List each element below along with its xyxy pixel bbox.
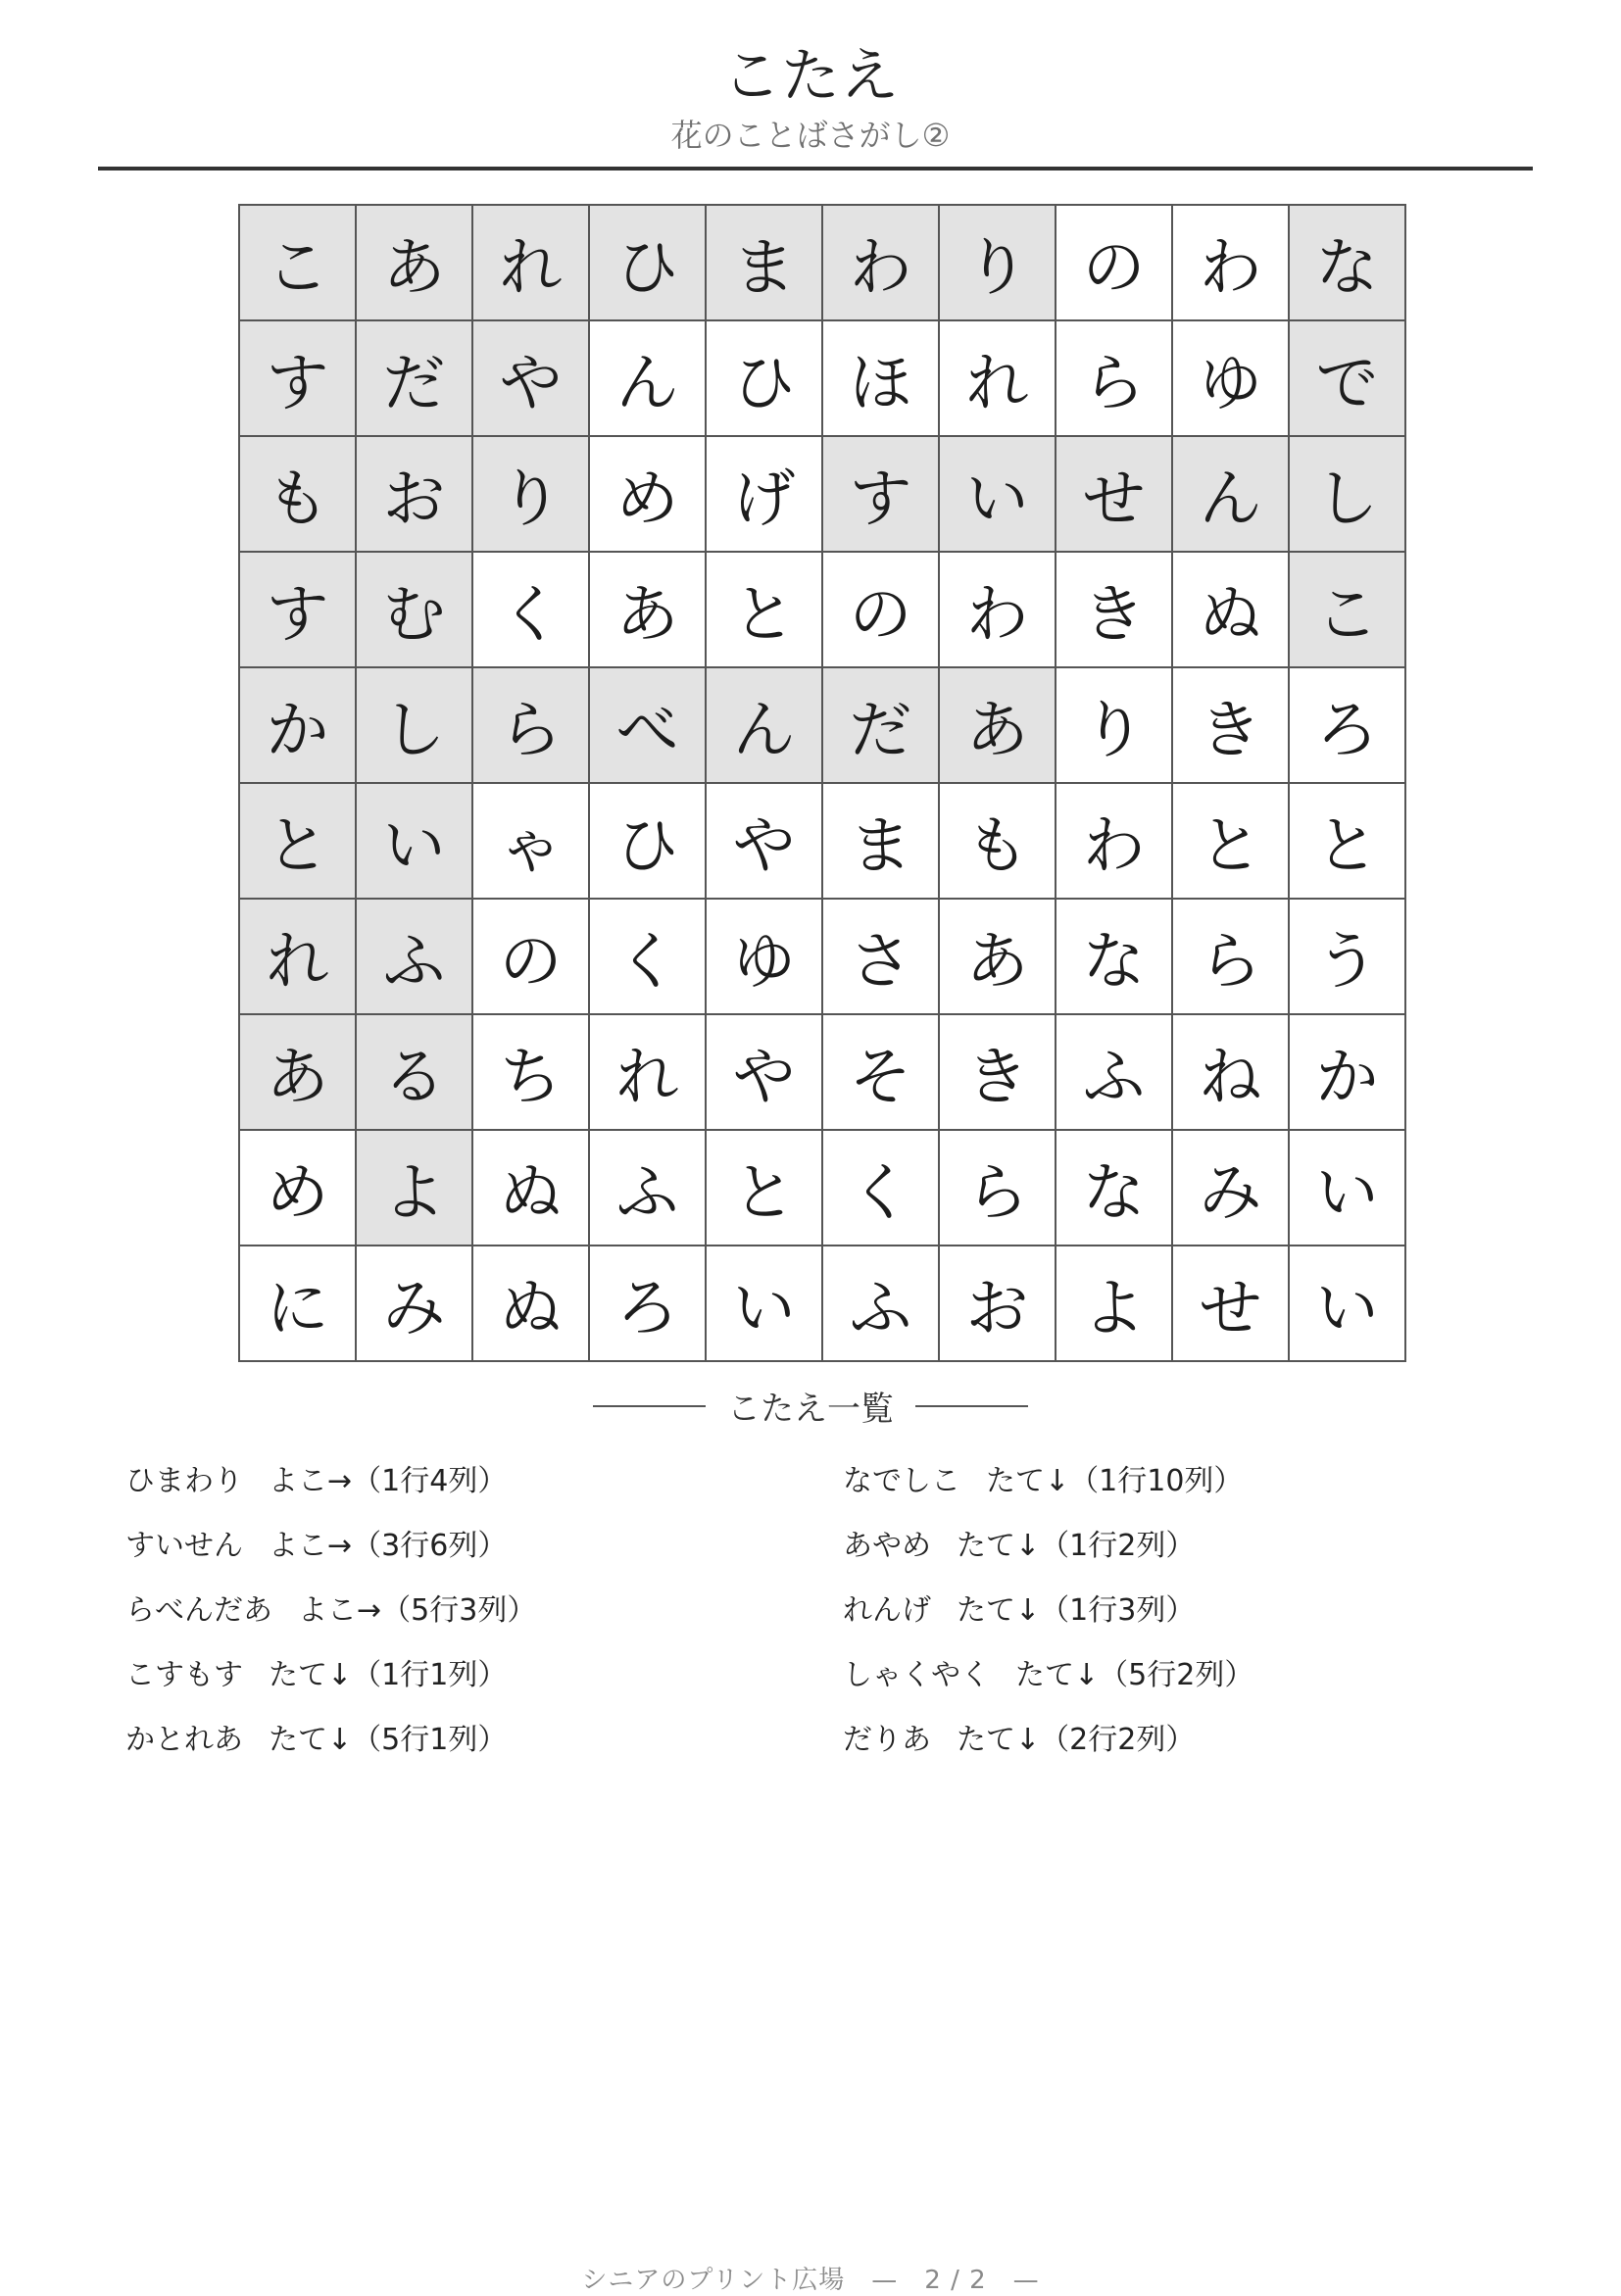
answer-word: だりあ <box>843 1723 931 1757</box>
grid-cell: わ <box>822 205 939 320</box>
grid-cell: し <box>356 667 472 783</box>
answer-direction: たて↓ <box>1015 1658 1100 1692</box>
grid-cell: ひ <box>706 320 822 436</box>
grid-cell: き <box>939 1014 1056 1130</box>
grid-cell: り <box>1056 667 1172 783</box>
grid-row <box>239 205 1405 320</box>
grid-cell: く <box>822 1130 939 1246</box>
answer-direction: たて↓ <box>957 1723 1041 1757</box>
grid-cell: や <box>706 783 822 899</box>
grid-cell: ふ <box>356 899 472 1014</box>
grid-cell: せ <box>1172 1246 1289 1361</box>
answer-direction: たて↓ <box>986 1464 1070 1498</box>
grid-cell: れ <box>939 320 1056 436</box>
page-title: こたえ <box>722 42 899 111</box>
grid-cell: あ <box>939 899 1056 1014</box>
answer-position: （1行4列） <box>352 1464 508 1498</box>
grid-row <box>239 899 1405 1014</box>
grid-cell: で <box>1289 320 1405 436</box>
grid-cell: す <box>822 436 939 552</box>
grid-cell: お <box>356 436 472 552</box>
grid-cell: み <box>1172 1130 1289 1246</box>
answer-word: しゃくやく <box>843 1658 990 1692</box>
answer-list-right <box>843 1462 1253 1785</box>
grid-cell: こ <box>1289 552 1405 667</box>
grid-row <box>239 1014 1405 1130</box>
grid-cell: と <box>1289 783 1405 899</box>
grid-cell: げ <box>706 436 822 552</box>
grid-row <box>239 552 1405 667</box>
answer-position: （2行2列） <box>1040 1723 1196 1757</box>
answer-item <box>125 1721 536 1785</box>
answer-direction: たて↓ <box>269 1723 353 1757</box>
answer-word: あやめ <box>843 1529 931 1563</box>
grid-row <box>239 320 1405 436</box>
grid-cell: み <box>356 1246 472 1361</box>
grid-cell: ゆ <box>1172 320 1289 436</box>
grid-cell: や <box>472 320 589 436</box>
answer-item <box>125 1462 536 1527</box>
grid-cell: ぬ <box>1172 552 1289 667</box>
grid-cell: い <box>1289 1130 1405 1246</box>
grid-cell: く <box>589 899 706 1014</box>
grid-cell: の <box>1056 205 1172 320</box>
grid-cell: こ <box>239 205 356 320</box>
grid-cell: あ <box>939 667 1056 783</box>
grid-row <box>239 667 1405 783</box>
grid-cell: れ <box>472 205 589 320</box>
answer-word: かとれあ <box>125 1723 243 1757</box>
grid-cell: や <box>706 1014 822 1130</box>
grid-cell: ま <box>822 783 939 899</box>
answer-item <box>125 1527 536 1591</box>
grid-cell: あ <box>356 205 472 320</box>
grid-cell: ら <box>939 1130 1056 1246</box>
answer-item <box>125 1656 536 1721</box>
grid-cell: の <box>822 552 939 667</box>
answer-item <box>843 1656 1253 1721</box>
answer-direction: よこ→ <box>298 1593 382 1628</box>
answer-item <box>843 1462 1253 1527</box>
answer-item <box>843 1527 1253 1591</box>
grid-cell: か <box>239 667 356 783</box>
grid-cell: わ <box>939 552 1056 667</box>
footer-page-number: — 2 / 2 — <box>871 2266 1040 2295</box>
answer-item <box>843 1721 1253 1785</box>
grid-cell: ふ <box>1056 1014 1172 1130</box>
grid-cell: ね <box>1172 1014 1289 1130</box>
grid-cell: せ <box>1056 436 1172 552</box>
divider-line <box>593 1405 706 1407</box>
grid-cell: め <box>239 1130 356 1246</box>
answer-direction: たて↓ <box>957 1593 1041 1628</box>
grid-cell: す <box>239 552 356 667</box>
grid-cell: べ <box>589 667 706 783</box>
grid-cell: な <box>1289 205 1405 320</box>
answer-direction: たて↓ <box>269 1658 353 1692</box>
answer-word: こすもす <box>125 1658 243 1692</box>
answer-direction: たて↓ <box>957 1529 1041 1563</box>
grid-cell: ま <box>706 205 822 320</box>
grid-cell: だ <box>822 667 939 783</box>
grid-cell: お <box>939 1246 1056 1361</box>
grid-cell: い <box>356 783 472 899</box>
answer-position: （3行6列） <box>352 1529 508 1563</box>
answer-word: すいせん <box>125 1529 243 1563</box>
grid-cell: き <box>1172 667 1289 783</box>
answer-item <box>843 1591 1253 1656</box>
grid-cell: か <box>1289 1014 1405 1130</box>
answer-position: （1行3列） <box>1040 1593 1196 1628</box>
grid-cell: ゃ <box>472 783 589 899</box>
grid-cell: す <box>239 320 356 436</box>
grid-cell: う <box>1289 899 1405 1014</box>
answer-word: なでしこ <box>843 1464 960 1498</box>
grid-cell: い <box>706 1246 822 1361</box>
grid-cell: め <box>589 436 706 552</box>
grid-cell: ふ <box>589 1130 706 1246</box>
grid-cell: わ <box>1056 783 1172 899</box>
grid-cell: く <box>472 552 589 667</box>
grid-cell: る <box>356 1014 472 1130</box>
grid-cell: ん <box>706 667 822 783</box>
answer-position: （1行1列） <box>352 1658 508 1692</box>
answer-direction: よこ→ <box>269 1464 353 1498</box>
grid-cell: と <box>706 1130 822 1246</box>
grid-cell: れ <box>239 899 356 1014</box>
grid-cell: ん <box>1172 436 1289 552</box>
answer-position: （1行2列） <box>1040 1529 1196 1563</box>
grid-cell: の <box>472 899 589 1014</box>
grid-cell: も <box>239 436 356 552</box>
grid-cell: よ <box>356 1130 472 1246</box>
answer-word: らべんだあ <box>125 1593 272 1628</box>
grid-cell: ろ <box>589 1246 706 1361</box>
answer-direction: よこ→ <box>269 1529 353 1563</box>
grid-cell: ら <box>472 667 589 783</box>
divider-line <box>915 1405 1028 1407</box>
header-rule <box>98 167 1533 171</box>
grid-cell: し <box>1289 436 1405 552</box>
grid-row <box>239 783 1405 899</box>
grid-row <box>239 1246 1405 1361</box>
grid-cell: ひ <box>589 205 706 320</box>
grid-cell: さ <box>822 899 939 1014</box>
grid-cell: と <box>239 783 356 899</box>
grid-cell: ひ <box>589 783 706 899</box>
answer-position: （1行10列） <box>1069 1464 1244 1498</box>
grid-cell: に <box>239 1246 356 1361</box>
grid-cell: い <box>1289 1246 1405 1361</box>
grid-cell: む <box>356 552 472 667</box>
answer-word: れんげ <box>843 1593 931 1628</box>
grid-cell: だ <box>356 320 472 436</box>
grid-cell: ほ <box>822 320 939 436</box>
grid-cell: ふ <box>822 1246 939 1361</box>
grid-cell: ゆ <box>706 899 822 1014</box>
page-subtitle: 花のことばさがし② <box>670 117 951 154</box>
grid-cell: れ <box>589 1014 706 1130</box>
grid-row <box>239 436 1405 552</box>
grid-cell: ん <box>589 320 706 436</box>
grid-cell: ぬ <box>472 1246 589 1361</box>
answer-list-left <box>125 1462 536 1785</box>
grid-cell: よ <box>1056 1246 1172 1361</box>
grid-cell: ら <box>1172 899 1289 1014</box>
grid-cell: ち <box>472 1014 589 1130</box>
footer-site-name: シニアのプリント広場 <box>581 2266 846 2295</box>
grid-cell: あ <box>239 1014 356 1130</box>
grid-cell: そ <box>822 1014 939 1130</box>
page-footer <box>0 2260 1621 2296</box>
answer-word: ひまわり <box>125 1464 243 1498</box>
grid-cell: ろ <box>1289 667 1405 783</box>
grid-cell: わ <box>1172 205 1289 320</box>
grid-cell: ら <box>1056 320 1172 436</box>
grid-cell: と <box>1172 783 1289 899</box>
answer-position: （5行1列） <box>352 1723 508 1757</box>
grid-cell: な <box>1056 1130 1172 1246</box>
grid-cell: り <box>472 436 589 552</box>
answer-position: （5行2列） <box>1099 1658 1254 1692</box>
grid-cell: き <box>1056 552 1172 667</box>
grid-cell: あ <box>589 552 706 667</box>
grid-cell: ぬ <box>472 1130 589 1246</box>
answer-item <box>125 1591 536 1656</box>
grid-cell: も <box>939 783 1056 899</box>
answers-heading <box>0 1382 1621 1430</box>
answers-heading-label: こたえ一覧 <box>727 1390 894 1429</box>
grid-cell: な <box>1056 899 1172 1014</box>
answer-position: （5行3列） <box>381 1593 537 1628</box>
grid-row <box>239 1130 1405 1246</box>
word-search-grid <box>238 204 1406 1362</box>
grid-cell: と <box>706 552 822 667</box>
grid-cell: い <box>939 436 1056 552</box>
grid-cell: り <box>939 205 1056 320</box>
